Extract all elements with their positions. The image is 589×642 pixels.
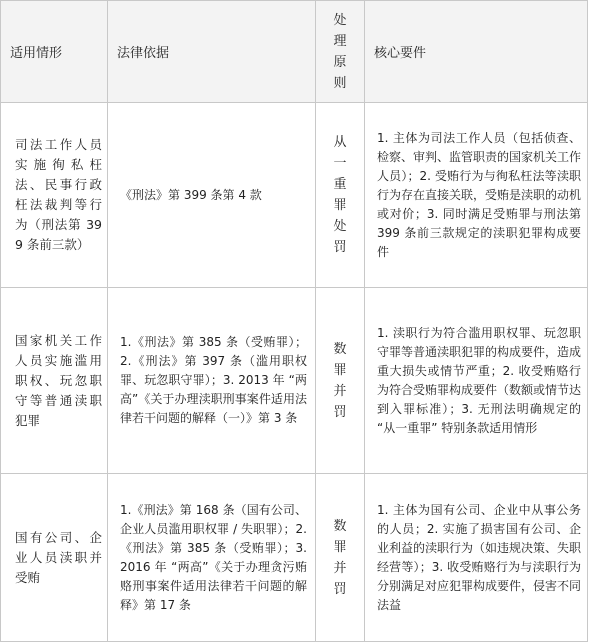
cell-scenario: 国有公司、企业人员渎职并受贿 [1,474,108,642]
header-row [1,1,588,103]
header-principle-text: 处理原则 [333,12,347,91]
header-scenario: 适用情形 [1,1,108,103]
cell-core-elements: 1. 主体为国有公司、企业中从事公务的人员；2. 实施了损害国有公司、企业利益的渎职行为（如违规决策、失职经营等）；3. 收受贿赂行为与渎职行为分别满足对应犯罪构成要件，侵害不同法益 [365,474,588,642]
cell-principle [316,474,365,642]
table-row [1,288,588,474]
header-legal-basis: 法律依据 [108,1,316,103]
table-row [1,103,588,288]
cell-principle-text: 从一重罪处罚 [333,135,347,255]
cell-principle-text: 数罪并罚 [333,341,347,420]
header-principle [316,1,365,103]
cell-legal-basis: 1.《刑法》第 168 条（国有公司、企业人员滥用职权罪 / 失职罪）；2.《刑法》第 385 条（受贿罪）；3. 2016 年 “两高”《关于办理贪污贿赂刑事案件适用法律若干问题的解释》第 17 条 [108,474,316,642]
cell-legal-basis: 1.《刑法》第 385 条（受贿罪）；2.《刑法》第 397 条（滥用职权罪、玩忽职守罪）；3. 2013 年 “两高”《关于办理渎职刑事案件适用法律若干问题的解释（一）》第 3 条 [108,288,316,474]
cell-core-elements: 1. 渎职行为符合滥用职权罪、玩忽职守罪等普通渎职犯罪的构成要件，造成重大损失或情节严重；2. 收受贿赂行为符合受贿罪构成要件（数额或情节达到入罪标准）；3. 无刑法明确规定的 “从一重罪” 特别条款适用情形 [365,288,588,474]
cell-legal-basis: 《刑法》第 399 条第 4 款 [108,103,316,288]
cell-scenario: 国家机关工作人员实施滥用职权、玩忽职守等普通渎职犯罪 [1,288,108,474]
cell-principle-text: 数罪并罚 [333,518,347,597]
cell-principle [316,288,365,474]
header-core-elements: 核心要件 [365,1,588,103]
cell-scenario: 司法工作人员实施徇私枉法、民事行政枉法裁判等行为（刑法第 399 条前三款） [1,103,108,288]
cell-principle [316,103,365,288]
cell-core-elements: 1. 主体为司法工作人员（包括侦查、检察、审判、监管职责的国家机关工作人员）；2. 受贿行为与徇私枉法等渎职行为存在直接关联，受贿是渎职的动机或对价；3. 同时满足受贿罪与刑法第 399 条前三款规定的渎职犯罪构成要件 [365,103,588,288]
table-row [1,474,588,642]
